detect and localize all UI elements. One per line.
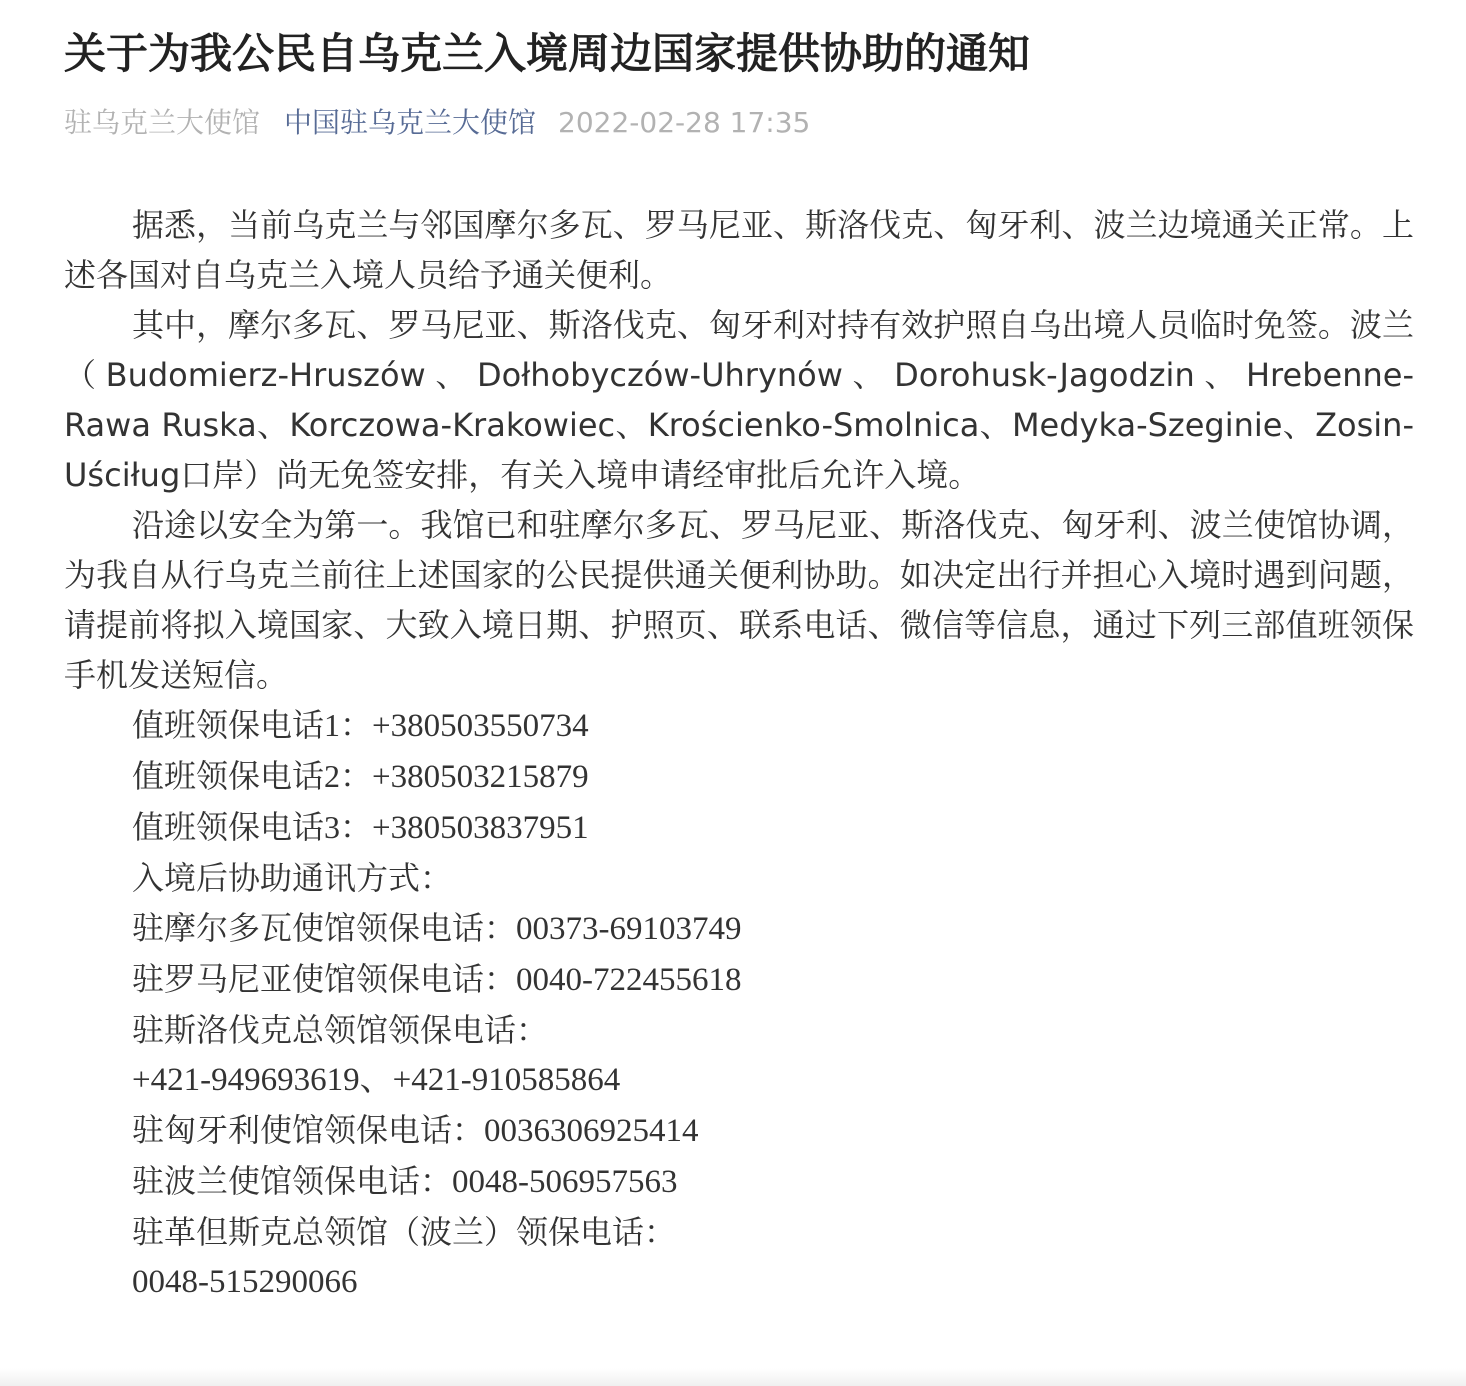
hotline-label: 值班领保电话1：: [132, 707, 373, 743]
article-title: 关于为我公民自乌克兰入境周边国家提供协助的通知: [64, 29, 1031, 78]
contact-label: 驻匈牙利使馆领保电话：: [132, 1112, 485, 1148]
contact-label: 驻罗马尼亚使馆领保电话：: [132, 961, 517, 997]
gdansk-contact-number: 0048-515290066: [132, 1264, 358, 1300]
paragraph-visa-policy: 其中，摩尔多瓦、罗马尼亚、斯洛伐克、匈牙利对持有效护照自乌出境人员临时免签。波兰（Budomierz-Hruszów、Dołhobyczów-Uhrynów、Dorohusk-Jagodzin、Hrebenne-Rawa Ruska、Korczowa-Krakowiec、Krościenko-Smolnica、Medyka-Szeginie、Zosin-Uściług口岸）尚无免签安排，有关入境申请经审批后允许入境。: [64, 306, 1414, 494]
hungary-contact: [64, 1105, 1414, 1156]
contact-label: 驻波兰使馆领保电话：: [132, 1163, 453, 1199]
hotline-1: [64, 700, 1414, 751]
after-entry-heading: 入境后协助通讯方式：: [132, 860, 453, 896]
moldova-contact: [64, 903, 1414, 954]
contact-number: 00373-69103749: [516, 911, 742, 947]
article-meta: [64, 103, 1414, 143]
paragraph-embassy-coordination: 沿途以安全为第一。我馆已和驻摩尔多瓦、罗马尼亚、斯洛伐克、匈牙利、波兰使馆协调，为我自从行乌克兰前往上述国家的公民提供通关便利协助。如决定出行并担心入境时遇到问题，请提前将拟入境国家、大致入境日期、护照页、联系电话、微信等信息，通过下列三部值班领保手机发送短信。: [64, 506, 1414, 694]
hotline-number: +380503550734: [372, 708, 589, 744]
slovakia-contact-numbers: +421-949693619、+421-910585864: [132, 1062, 621, 1098]
paragraph-border-status: 据悉，当前乌克兰与邻国摩尔多瓦、罗马尼亚、斯洛伐克、匈牙利、波兰边境通关正常。上述各国对自乌克兰入境人员给予通关便利。: [64, 206, 1414, 294]
hotline-number: +380503215879: [372, 759, 589, 795]
article-source: 驻乌克兰大使馆: [64, 106, 261, 139]
hotline-label: 值班领保电话2：: [132, 758, 373, 794]
hotline-number: +380503837951: [372, 810, 589, 846]
gdansk-contact-label: 驻革但斯克总领馆（波兰）领保电话：: [132, 1214, 677, 1250]
romania-contact: [64, 954, 1414, 1005]
hotline-3: [64, 802, 1414, 853]
slovakia-contact-label: 驻斯洛伐克总领馆领保电话：: [132, 1012, 549, 1048]
hotline-label: 值班领保电话3：: [132, 809, 373, 845]
hotline-2: [64, 751, 1414, 802]
contact-number: 0048-506957563: [452, 1164, 678, 1200]
bottom-fade: [0, 1368, 1466, 1386]
contact-label: 驻摩尔多瓦使馆领保电话：: [132, 910, 517, 946]
publish-date: 2022-02-28 17:35: [558, 106, 811, 139]
article-content: [64, 200, 1414, 1307]
account-name-link[interactable]: 中国驻乌克兰大使馆: [284, 106, 537, 139]
contact-number: 0036306925414: [484, 1113, 699, 1149]
poland-contact: [64, 1156, 1414, 1207]
contact-number: 0040-722455618: [516, 962, 742, 998]
